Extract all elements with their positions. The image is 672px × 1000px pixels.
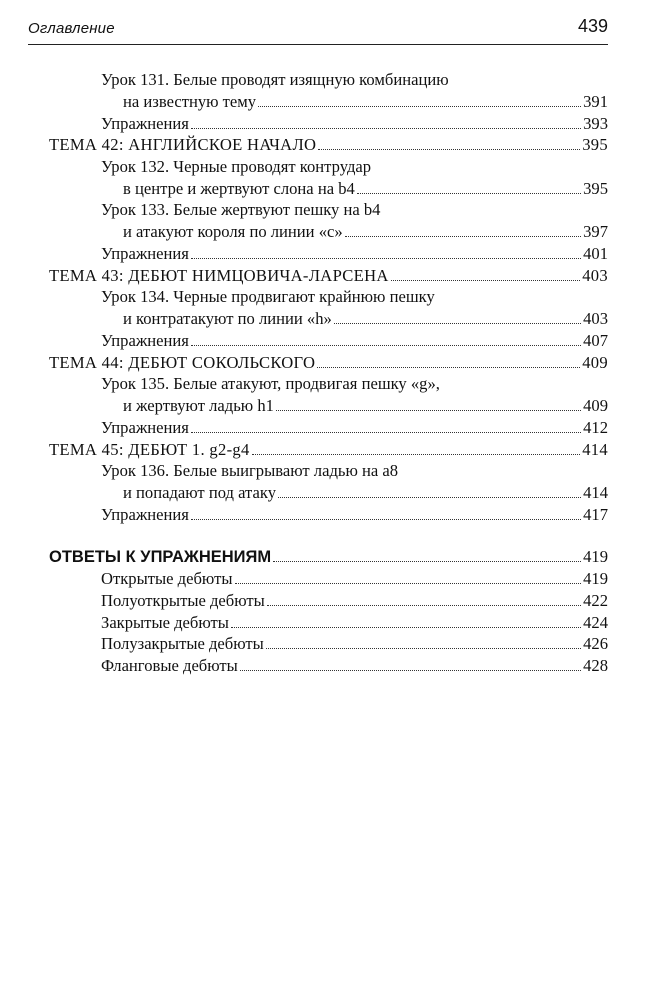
dot-leader [252, 454, 581, 455]
toc-lesson-135-continuation: и жертвуют ладью h1 [123, 396, 274, 415]
dot-leader [391, 280, 581, 281]
toc-answers-flank-label: Фланговые дебюты [101, 656, 238, 675]
toc-lesson-135-page: 409 [583, 396, 608, 415]
toc-lesson-134-entry[interactable] [123, 309, 608, 329]
toc-lesson-132-continuation: в центре и жертвуют слона на b4 [123, 179, 355, 198]
toc-lesson-133-page: 397 [583, 222, 608, 241]
page-number: 439 [577, 16, 608, 36]
dot-leader [191, 345, 581, 346]
toc-lesson-136-continuation: и попадают под атаку [123, 483, 277, 502]
toc-lesson-131-continuation: на известную тему [123, 92, 257, 111]
toc-exercises-page: 417 [583, 505, 608, 524]
toc-lesson-132-page: 395 [583, 179, 608, 198]
toc-lesson-131-title: Урок 131. Белые проводят изящную комбинацию [101, 70, 449, 89]
toc-answers-open-entry[interactable] [101, 569, 608, 589]
toc-lesson-136-title: Урок 136. Белые выигрывают ладью на a8 [101, 461, 399, 480]
dot-leader [191, 432, 581, 433]
toc-lesson-133-title: Урок 133. Белые жертвуют пешку на b4 [101, 200, 381, 219]
toc-exercises-label: Упражнения [101, 244, 189, 263]
page-header [28, 8, 608, 45]
toc-lesson-133-continuation: и атакуют короля по линии «c» [123, 222, 343, 241]
toc-lesson-135-title: Урок 135. Белые атакуют, продвигая пешку «g», [101, 374, 440, 393]
dot-leader [357, 193, 581, 194]
dot-leader [231, 627, 581, 628]
toc-lesson-134-title: Урок 134. Черные продвигают крайнюю пешку [101, 287, 435, 306]
toc-exercises-label: Упражнения [101, 418, 189, 437]
toc-topic-45-title: ТЕМА 45: ДЕБЮТ 1. g2-g4 [49, 440, 250, 459]
toc-lesson-135-entry[interactable] [123, 396, 608, 416]
dot-leader [267, 605, 581, 606]
toc-topic-43-entry[interactable] [49, 266, 608, 286]
dot-leader [276, 410, 581, 411]
toc-topic-44-entry[interactable] [49, 353, 608, 373]
toc-lesson-131-entry[interactable] [123, 92, 608, 112]
toc-answers-semi-closed-page: 426 [583, 634, 608, 653]
toc-answers-semi-closed-label: Полузакрытые дебюты [101, 634, 264, 653]
toc-lesson-134-continuation: и контратакуют по линии «h» [123, 309, 332, 328]
toc-exercises-entry[interactable] [101, 418, 608, 438]
toc-lesson-136-page: 414 [583, 483, 608, 502]
dot-leader [334, 323, 581, 324]
dot-leader [191, 258, 581, 259]
toc-exercises-entry[interactable] [101, 244, 608, 264]
toc-lesson-132-title: Урок 132. Черные проводят контрудар [101, 157, 372, 176]
toc-topic-43-title: ТЕМА 43: ДЕБЮТ НИМЦОВИЧА-ЛАРСЕНА [49, 266, 389, 285]
toc-exercises-page: 393 [583, 114, 608, 133]
toc-topic-42-title: ТЕМА 42: АНГЛИЙСКОЕ НАЧАЛО [49, 135, 317, 154]
toc-answers-semi-open-entry[interactable] [101, 591, 608, 611]
dot-leader [191, 519, 581, 520]
toc-exercises-entry[interactable] [101, 114, 608, 134]
toc-lesson-134-page: 403 [583, 309, 608, 328]
toc-answers-flank-entry[interactable] [101, 656, 608, 676]
toc-answers-closed-page: 424 [583, 613, 608, 632]
toc-answers-semi-open-page: 422 [583, 591, 608, 610]
toc-lesson-136-entry[interactable] [123, 483, 608, 503]
toc-exercises-entry[interactable] [101, 505, 608, 525]
toc-exercises-entry[interactable] [101, 331, 608, 351]
dot-leader [345, 236, 581, 237]
toc-topic-42-entry[interactable] [49, 135, 608, 155]
toc-topic-42-page: 395 [582, 135, 608, 154]
toc-topic-44-page: 409 [582, 353, 608, 372]
toc-lesson-131-page: 391 [583, 92, 608, 111]
toc-exercises-page: 412 [583, 418, 608, 437]
toc-lesson-133-entry[interactable] [123, 222, 608, 242]
toc-exercises-label: Упражнения [101, 505, 189, 524]
toc-answers-open-label: Открытые дебюты [101, 569, 233, 588]
toc-answers-entry[interactable] [49, 547, 608, 567]
toc-answers-open-page: 419 [583, 569, 608, 588]
dot-leader [273, 561, 581, 562]
dot-leader [258, 106, 581, 107]
toc-exercises-page: 401 [583, 244, 608, 263]
toc-answers-closed-entry[interactable] [101, 613, 608, 633]
dot-leader [318, 149, 580, 150]
toc-topic-43-page: 403 [582, 266, 608, 285]
toc-exercises-label: Упражнения [101, 331, 189, 350]
toc-topic-45-entry[interactable] [49, 440, 608, 460]
toc-answers-page: 419 [583, 547, 608, 566]
toc-answers-semi-closed-entry[interactable] [101, 634, 608, 654]
dot-leader [235, 583, 582, 584]
dot-leader [278, 497, 581, 498]
toc-answers-semi-open-label: Полуоткрытые дебюты [101, 591, 265, 610]
toc-answers-title: ОТВЕТЫ К УПРАЖНЕНИЯМ [49, 548, 272, 566]
toc-exercises-label: Упражнения [101, 114, 189, 133]
toc-exercises-page: 407 [583, 331, 608, 350]
dot-leader [240, 670, 581, 671]
dot-leader [266, 648, 581, 649]
toc-topic-44-title: ТЕМА 44: ДЕБЮТ СОКОЛЬСКОГО [49, 353, 316, 372]
toc-topic-45-page: 414 [582, 440, 608, 459]
toc-lesson-132-entry[interactable] [123, 179, 608, 199]
dot-leader [191, 128, 581, 129]
dot-leader [317, 367, 580, 368]
toc-answers-flank-page: 428 [583, 656, 608, 675]
section-title: Оглавление [28, 20, 115, 37]
toc-answers-closed-label: Закрытые дебюты [101, 613, 229, 632]
